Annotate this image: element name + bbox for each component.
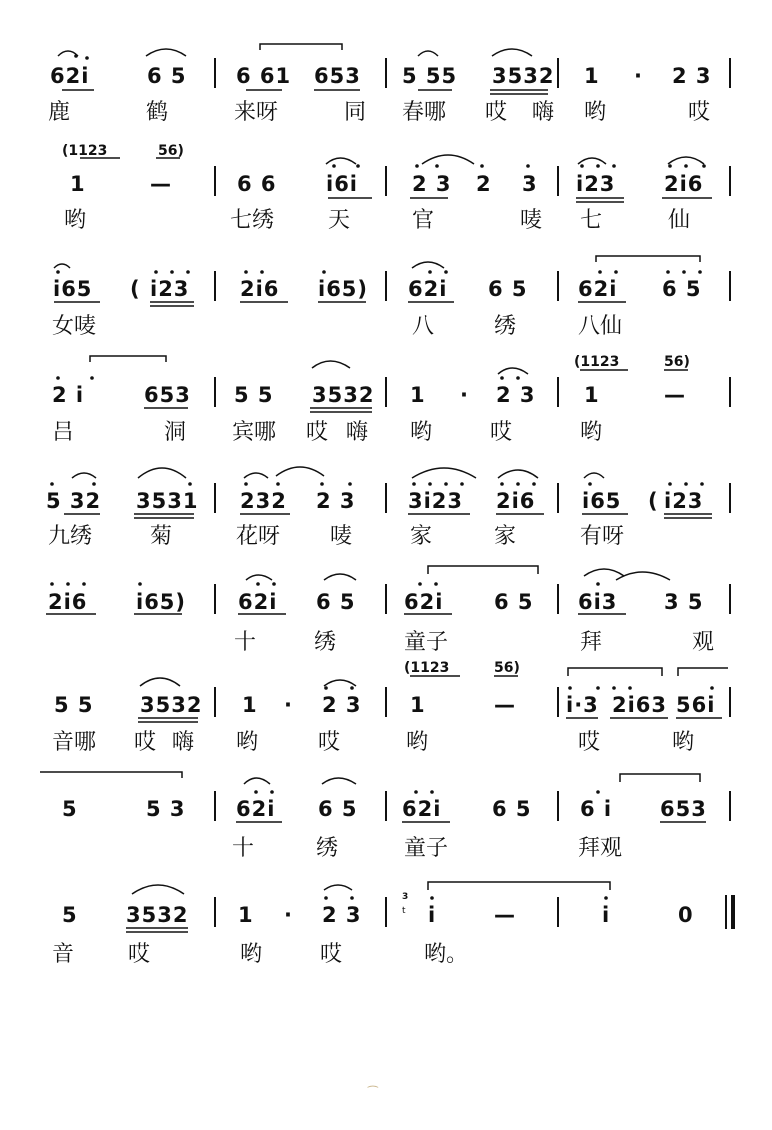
- lyric: 同: [344, 100, 367, 125]
- note-group: i65): [136, 590, 187, 614]
- note-group: 6 5: [147, 64, 187, 88]
- note-group: 653: [144, 383, 191, 407]
- note-group: 5: [62, 903, 78, 927]
- note-group: 2i6: [240, 277, 280, 301]
- note-group: i: [602, 903, 611, 927]
- note-group: —: [664, 383, 686, 407]
- lyric: 十: [232, 836, 255, 861]
- note-group: i23: [150, 277, 190, 301]
- lyric: 哟: [584, 100, 607, 125]
- note-group: 1: [70, 172, 86, 196]
- note-group: i65: [582, 489, 622, 513]
- lyric: 十: [234, 630, 257, 655]
- note-group: 2 3: [412, 172, 452, 196]
- note-group: 3: [522, 172, 538, 196]
- lyric: 菊: [150, 524, 173, 549]
- note-group: (: [648, 489, 659, 513]
- lyric: 哎: [490, 420, 513, 445]
- note-group: 1: [410, 693, 426, 717]
- note-group: 1: [584, 383, 600, 407]
- lyric: 哎: [128, 942, 151, 967]
- lyric: 哟: [580, 420, 603, 445]
- intro-figure: (1123: [404, 660, 450, 676]
- note-group: 2 i: [52, 383, 85, 407]
- lyric: 音: [52, 942, 75, 967]
- note-group: (: [130, 277, 141, 301]
- lyric: 有呀: [580, 524, 625, 549]
- note-group: 5 5: [54, 693, 94, 717]
- note-group: 5 3: [146, 797, 186, 821]
- lyric: 嗨: [346, 420, 369, 445]
- note-group: 62i: [402, 797, 442, 821]
- lyric: 八: [412, 314, 435, 339]
- note-group: 1: [238, 903, 254, 927]
- note-group: 62i: [236, 797, 276, 821]
- lyric: 哟: [410, 420, 433, 445]
- note-group: 2 3: [322, 693, 362, 717]
- note-group: 1: [584, 64, 600, 88]
- note-group: 3532: [312, 383, 375, 407]
- lyric: 家: [494, 524, 517, 549]
- note-group: i·3: [566, 693, 599, 717]
- ornament-icon: ⁀: [368, 1086, 378, 1100]
- lyric: 哎: [688, 100, 711, 125]
- note-group: 3i23: [408, 489, 464, 513]
- note-group: 5 55: [402, 64, 458, 88]
- note-group: 232: [240, 489, 287, 513]
- lyric: 吕: [52, 420, 75, 445]
- lyric: 童子: [404, 630, 449, 655]
- lyric: 八仙: [578, 314, 623, 339]
- note-group: 2i6: [664, 172, 704, 196]
- lyric: 童子: [404, 836, 449, 861]
- lyric: 哟: [406, 730, 429, 755]
- note-group: —: [494, 903, 516, 927]
- note-group: 2i6: [496, 489, 536, 513]
- note-group: 0: [678, 903, 694, 927]
- note-group: 6 5: [318, 797, 358, 821]
- note-group: 6 5: [488, 277, 528, 301]
- note-group: —: [150, 172, 172, 196]
- lyric: 仙: [668, 208, 691, 233]
- note-group: 56i: [676, 693, 716, 717]
- note-group: ·: [284, 693, 293, 717]
- note-group: 6 5: [492, 797, 532, 821]
- note-group: 62i: [238, 590, 278, 614]
- lyric: 九绣: [48, 524, 93, 549]
- note-group: 2 3: [322, 903, 362, 927]
- lyric: 家: [410, 524, 433, 549]
- lyric: 唛: [330, 524, 353, 549]
- note-group: 62i: [404, 590, 444, 614]
- lyric: 女唛: [52, 314, 97, 339]
- lyric: 洞: [164, 420, 187, 445]
- lyric: 唛: [520, 208, 543, 233]
- intro-figure: 56): [158, 143, 184, 159]
- lyric: 春哪: [402, 100, 447, 125]
- note-group: 6 i: [580, 797, 613, 821]
- note-group: 653: [314, 64, 361, 88]
- note-group: 62i: [408, 277, 448, 301]
- note-group: 2 3: [316, 489, 356, 513]
- note-group: —: [494, 693, 516, 717]
- intro-figure: (1123: [62, 143, 108, 159]
- lyric: 哎: [306, 420, 329, 445]
- note-group: 1: [410, 383, 426, 407]
- note-group: ·: [460, 383, 469, 407]
- note-group: 6i3: [578, 590, 618, 614]
- lyric: 拜观: [578, 836, 623, 861]
- note-group: 1: [242, 693, 258, 717]
- note-group: 6 5: [316, 590, 356, 614]
- note-group: 5: [62, 797, 78, 821]
- note-group: ·: [284, 903, 293, 927]
- intro-figure: (1123: [574, 354, 620, 370]
- grace-mark: t: [402, 906, 406, 916]
- grace-note: 3: [402, 892, 409, 902]
- lyric: 哟: [672, 730, 695, 755]
- lyric: 官: [412, 208, 435, 233]
- lyric: 来呀: [234, 100, 279, 125]
- note-group: 5 32: [46, 489, 102, 513]
- note-group: i23: [576, 172, 616, 196]
- note-group: 62i: [50, 64, 90, 88]
- note-group: 6 5: [662, 277, 702, 301]
- note-group: i6i: [326, 172, 359, 196]
- note-group: 2: [476, 172, 492, 196]
- note-group: 3532: [126, 903, 189, 927]
- lyric: 鹤: [146, 100, 169, 125]
- note-group: 2 3: [672, 64, 712, 88]
- note-group: 6 5: [494, 590, 534, 614]
- lyric: 七绣: [230, 208, 275, 233]
- note-group: 2i63: [612, 693, 668, 717]
- note-group: 3532: [140, 693, 203, 717]
- lyric: 哎: [578, 730, 601, 755]
- note-group: 653: [660, 797, 707, 821]
- note-group: 3 5: [664, 590, 704, 614]
- lyric: 观: [692, 630, 715, 655]
- note-group: i23: [664, 489, 704, 513]
- lyric: 哎: [134, 730, 157, 755]
- lyric: 宾哪: [232, 420, 277, 445]
- note-group: i: [428, 903, 437, 927]
- note-group: 2 3: [496, 383, 536, 407]
- lyric: 哟: [240, 942, 263, 967]
- note-group: 6 61: [236, 64, 292, 88]
- lyric: 绣: [314, 630, 337, 655]
- note-group: 2i6: [48, 590, 88, 614]
- lyric: 哎: [318, 730, 341, 755]
- note-group: ·: [634, 64, 643, 88]
- lyric: 嗨: [172, 730, 195, 755]
- lyric: 拜: [580, 630, 603, 655]
- lyric: 天: [328, 208, 351, 233]
- note-group: 62i: [578, 277, 618, 301]
- lyric: 音哪: [52, 730, 97, 755]
- note-group: 3532: [492, 64, 555, 88]
- lyric: 绣: [494, 314, 517, 339]
- note-group: 5 5: [234, 383, 274, 407]
- lyric: 花呀: [236, 524, 281, 549]
- lyric: 哎: [485, 100, 508, 125]
- note-group: i65: [53, 277, 93, 301]
- lyric: 哟: [64, 208, 87, 233]
- lyric: 哎: [320, 942, 343, 967]
- intro-figure: 56): [664, 354, 690, 370]
- lyric: 鹿: [48, 100, 71, 125]
- lyric: 七: [580, 208, 603, 233]
- note-group: i65): [318, 277, 369, 301]
- lyric: 哟。: [424, 942, 469, 967]
- note-group: 3531: [136, 489, 199, 513]
- lyric: 绣: [316, 836, 339, 861]
- note-group: 6 6: [237, 172, 277, 196]
- lyric: 哟: [236, 730, 259, 755]
- intro-figure: 56): [494, 660, 520, 676]
- lyric: 嗨: [532, 100, 555, 125]
